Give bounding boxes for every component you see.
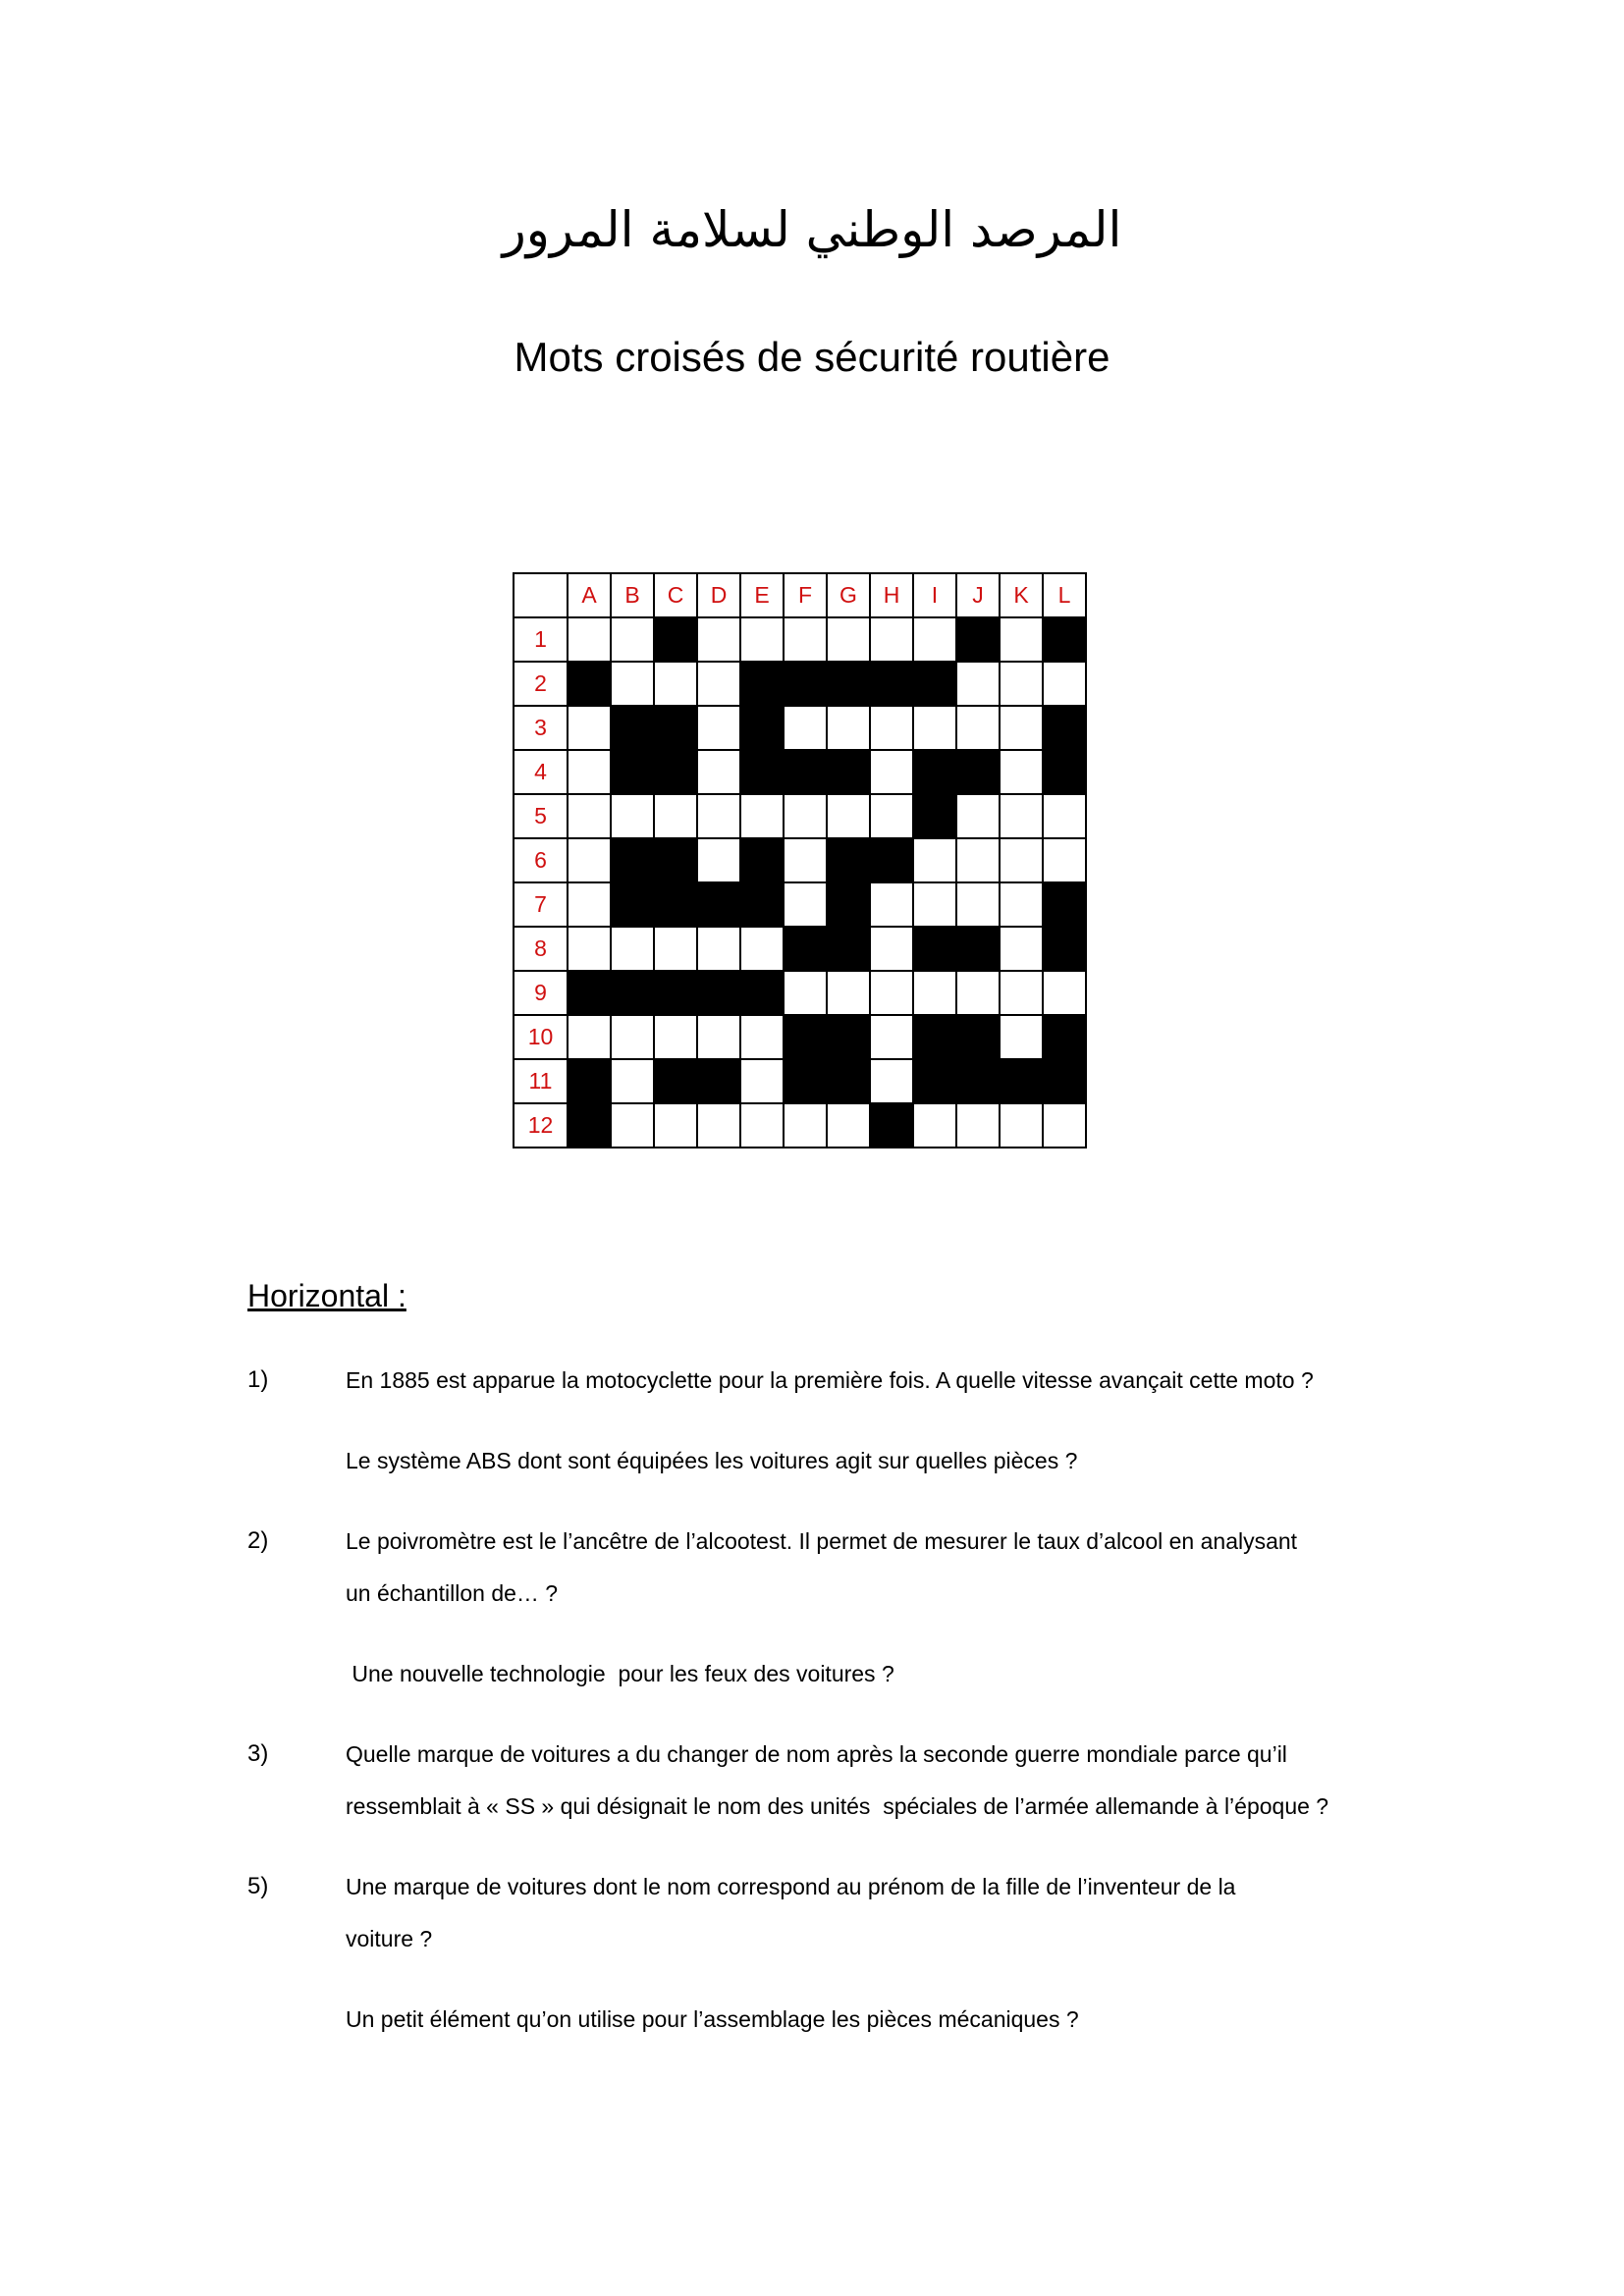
grid-corner-cell bbox=[514, 573, 568, 617]
clue-text: voiture ? bbox=[346, 1926, 433, 1951]
organization-name-arabic: المرصد الوطني لسلامة المرور bbox=[502, 201, 1122, 258]
black-cell bbox=[913, 927, 956, 971]
answer-cell[interactable] bbox=[568, 617, 611, 662]
row-label: 5 bbox=[514, 794, 568, 838]
grid-row bbox=[514, 927, 1086, 971]
answer-cell[interactable] bbox=[870, 971, 913, 1015]
answer-cell[interactable] bbox=[913, 838, 956, 882]
answer-cell[interactable] bbox=[697, 662, 740, 706]
answer-cell[interactable] bbox=[611, 927, 654, 971]
black-cell bbox=[956, 750, 1000, 794]
black-cell bbox=[654, 706, 697, 750]
answer-cell[interactable] bbox=[1000, 617, 1043, 662]
clue-number: 3) bbox=[247, 1740, 269, 1767]
black-cell bbox=[1043, 1059, 1086, 1103]
answer-cell[interactable] bbox=[697, 838, 740, 882]
answer-cell[interactable] bbox=[697, 750, 740, 794]
column-label: C bbox=[654, 573, 697, 617]
grid-row bbox=[514, 617, 1086, 662]
black-cell bbox=[1043, 750, 1086, 794]
answer-cell[interactable] bbox=[697, 706, 740, 750]
answer-cell[interactable] bbox=[913, 617, 956, 662]
black-cell bbox=[784, 662, 827, 706]
black-cell bbox=[740, 838, 784, 882]
answer-cell[interactable] bbox=[827, 971, 870, 1015]
row-label: 10 bbox=[514, 1015, 568, 1059]
black-cell bbox=[1043, 882, 1086, 927]
black-cell bbox=[654, 750, 697, 794]
black-cell bbox=[784, 1015, 827, 1059]
black-cell bbox=[827, 838, 870, 882]
answer-cell[interactable] bbox=[654, 1015, 697, 1059]
answer-cell[interactable] bbox=[654, 662, 697, 706]
answer-cell[interactable] bbox=[654, 927, 697, 971]
black-cell bbox=[697, 882, 740, 927]
answer-cell[interactable] bbox=[611, 1103, 654, 1148]
black-cell bbox=[784, 1059, 827, 1103]
black-cell bbox=[827, 1015, 870, 1059]
horizontal-heading: Horizontal : bbox=[247, 1278, 406, 1313]
answer-cell[interactable] bbox=[870, 1015, 913, 1059]
clue bbox=[247, 1516, 1426, 1620]
horizontal-clues bbox=[247, 1355, 1426, 2046]
row-label: 8 bbox=[514, 927, 568, 971]
column-label: L bbox=[1043, 573, 1086, 617]
black-cell bbox=[740, 706, 784, 750]
grid-row bbox=[514, 971, 1086, 1015]
answer-cell[interactable] bbox=[740, 927, 784, 971]
grid-row bbox=[514, 1059, 1086, 1103]
answer-cell[interactable] bbox=[740, 617, 784, 662]
answer-cell[interactable] bbox=[611, 794, 654, 838]
answer-cell[interactable] bbox=[611, 1015, 654, 1059]
answer-cell[interactable] bbox=[913, 706, 956, 750]
row-label: 2 bbox=[514, 662, 568, 706]
answer-cell[interactable] bbox=[697, 927, 740, 971]
answer-cell[interactable] bbox=[827, 706, 870, 750]
black-cell bbox=[697, 1059, 740, 1103]
black-cell bbox=[827, 1059, 870, 1103]
column-label: F bbox=[784, 573, 827, 617]
black-cell bbox=[611, 750, 654, 794]
clue-number: 1) bbox=[247, 1366, 269, 1393]
black-cell bbox=[740, 882, 784, 927]
row-label: 9 bbox=[514, 971, 568, 1015]
answer-cell[interactable] bbox=[1000, 838, 1043, 882]
column-label: E bbox=[740, 573, 784, 617]
answer-cell[interactable] bbox=[956, 794, 1000, 838]
black-cell bbox=[1043, 1015, 1086, 1059]
answer-cell[interactable] bbox=[913, 882, 956, 927]
column-label: A bbox=[568, 573, 611, 617]
black-cell bbox=[913, 794, 956, 838]
clue-text: Quelle marque de voitures a du changer de nom après la seconde guerre mondiale parce qu’il bbox=[346, 1741, 1287, 1767]
answer-cell[interactable] bbox=[827, 1103, 870, 1148]
grid-row bbox=[514, 838, 1086, 882]
clue-text: ressemblait à « SS » qui désignait le nom des unités spéciales de l’armée allemande à l’époque ? bbox=[346, 1793, 1329, 1819]
black-cell bbox=[611, 838, 654, 882]
answer-cell[interactable] bbox=[568, 882, 611, 927]
answer-cell[interactable] bbox=[784, 882, 827, 927]
answer-cell[interactable] bbox=[1043, 794, 1086, 838]
answer-cell[interactable] bbox=[784, 794, 827, 838]
black-cell bbox=[697, 971, 740, 1015]
answer-cell[interactable] bbox=[784, 617, 827, 662]
black-cell bbox=[568, 662, 611, 706]
clue bbox=[247, 1994, 1426, 2046]
black-cell bbox=[611, 882, 654, 927]
black-cell bbox=[654, 971, 697, 1015]
answer-cell[interactable] bbox=[870, 750, 913, 794]
clue-number: 2) bbox=[247, 1527, 269, 1554]
answer-cell[interactable] bbox=[956, 971, 1000, 1015]
row-label: 6 bbox=[514, 838, 568, 882]
answer-cell[interactable] bbox=[870, 882, 913, 927]
answer-cell[interactable] bbox=[568, 794, 611, 838]
answer-cell[interactable] bbox=[568, 706, 611, 750]
answer-cell[interactable] bbox=[1043, 1103, 1086, 1148]
black-cell bbox=[654, 1059, 697, 1103]
black-cell bbox=[870, 1103, 913, 1148]
black-cell bbox=[740, 971, 784, 1015]
answer-cell[interactable] bbox=[654, 1103, 697, 1148]
answer-cell[interactable] bbox=[568, 1015, 611, 1059]
answer-cell[interactable] bbox=[740, 1103, 784, 1148]
answer-cell[interactable] bbox=[870, 706, 913, 750]
row-label: 4 bbox=[514, 750, 568, 794]
grid-row bbox=[514, 750, 1086, 794]
answer-cell[interactable] bbox=[1000, 706, 1043, 750]
clue bbox=[247, 1861, 1426, 1965]
row-label: 3 bbox=[514, 706, 568, 750]
row-label: 11 bbox=[514, 1059, 568, 1103]
row-label: 1 bbox=[514, 617, 568, 662]
clue-text: Une nouvelle technologie pour les feux des voitures ? bbox=[346, 1661, 894, 1686]
answer-cell[interactable] bbox=[827, 794, 870, 838]
answer-cell[interactable] bbox=[697, 617, 740, 662]
answer-cell[interactable] bbox=[1000, 1103, 1043, 1148]
black-cell bbox=[784, 750, 827, 794]
answer-cell[interactable] bbox=[827, 617, 870, 662]
grid-header-row bbox=[514, 573, 1086, 617]
black-cell bbox=[740, 662, 784, 706]
grid-row bbox=[514, 794, 1086, 838]
black-cell bbox=[956, 1059, 1000, 1103]
answer-cell[interactable] bbox=[568, 750, 611, 794]
black-cell bbox=[913, 1059, 956, 1103]
black-cell bbox=[827, 927, 870, 971]
black-cell bbox=[827, 662, 870, 706]
clue bbox=[247, 1435, 1426, 1487]
clue bbox=[247, 1729, 1426, 1833]
column-label: G bbox=[827, 573, 870, 617]
answer-cell[interactable] bbox=[568, 927, 611, 971]
black-cell bbox=[956, 1015, 1000, 1059]
grid-row bbox=[514, 1103, 1086, 1148]
answer-cell[interactable] bbox=[784, 706, 827, 750]
black-cell bbox=[568, 1059, 611, 1103]
clue-text: Le poivromètre est le l’ancêtre de l’alcootest. Il permet de mesurer le taux d’alcool en analysant bbox=[346, 1528, 1298, 1554]
black-cell bbox=[611, 971, 654, 1015]
clue-text: un échantillon de… ? bbox=[346, 1580, 559, 1606]
black-cell bbox=[913, 1015, 956, 1059]
black-cell bbox=[568, 1103, 611, 1148]
black-cell bbox=[870, 838, 913, 882]
answer-cell[interactable] bbox=[1000, 971, 1043, 1015]
answer-cell[interactable] bbox=[697, 1015, 740, 1059]
black-cell bbox=[654, 882, 697, 927]
column-label: B bbox=[611, 573, 654, 617]
answer-cell[interactable] bbox=[1000, 927, 1043, 971]
answer-cell[interactable] bbox=[611, 662, 654, 706]
answer-cell[interactable] bbox=[654, 794, 697, 838]
answer-cell[interactable] bbox=[740, 1015, 784, 1059]
black-cell bbox=[913, 662, 956, 706]
answer-cell[interactable] bbox=[1043, 662, 1086, 706]
column-label: D bbox=[697, 573, 740, 617]
black-cell bbox=[1043, 617, 1086, 662]
row-label: 7 bbox=[514, 882, 568, 927]
black-cell bbox=[827, 750, 870, 794]
black-cell bbox=[913, 750, 956, 794]
black-cell bbox=[827, 882, 870, 927]
crossword-grid bbox=[513, 572, 1087, 1148]
answer-cell[interactable] bbox=[784, 838, 827, 882]
black-cell bbox=[654, 617, 697, 662]
answer-cell[interactable] bbox=[1000, 794, 1043, 838]
black-cell bbox=[1000, 1059, 1043, 1103]
black-cell bbox=[740, 750, 784, 794]
clue bbox=[247, 1648, 1426, 1700]
grid-row bbox=[514, 706, 1086, 750]
black-cell bbox=[956, 927, 1000, 971]
answer-cell[interactable] bbox=[784, 971, 827, 1015]
answer-cell[interactable] bbox=[697, 1103, 740, 1148]
answer-cell[interactable] bbox=[956, 662, 1000, 706]
answer-cell[interactable] bbox=[784, 1103, 827, 1148]
answer-cell[interactable] bbox=[568, 838, 611, 882]
column-label: K bbox=[1000, 573, 1043, 617]
answer-cell[interactable] bbox=[870, 794, 913, 838]
answer-cell[interactable] bbox=[1043, 971, 1086, 1015]
answer-cell[interactable] bbox=[956, 1103, 1000, 1148]
answer-cell[interactable] bbox=[956, 706, 1000, 750]
clue bbox=[247, 1355, 1426, 1407]
column-label: I bbox=[913, 573, 956, 617]
answer-cell[interactable] bbox=[956, 882, 1000, 927]
answer-cell[interactable] bbox=[870, 617, 913, 662]
clue-text: Le système ABS dont sont équipées les voitures agit sur quelles pièces ? bbox=[346, 1448, 1078, 1473]
page-title: Mots croisés de sécurité routière bbox=[514, 334, 1110, 380]
black-cell bbox=[784, 927, 827, 971]
black-cell bbox=[568, 971, 611, 1015]
clue-text: Une marque de voitures dont le nom correspond au prénom de la fille de l’inventeur de la bbox=[346, 1874, 1236, 1899]
answer-cell[interactable] bbox=[1000, 882, 1043, 927]
black-cell bbox=[611, 706, 654, 750]
answer-cell[interactable] bbox=[1000, 1015, 1043, 1059]
column-label: J bbox=[956, 573, 1000, 617]
grid-row bbox=[514, 882, 1086, 927]
black-cell bbox=[1043, 927, 1086, 971]
answer-cell[interactable] bbox=[1043, 838, 1086, 882]
answer-cell[interactable] bbox=[870, 1059, 913, 1103]
answer-cell[interactable] bbox=[740, 1059, 784, 1103]
grid-row bbox=[514, 1015, 1086, 1059]
answer-cell[interactable] bbox=[611, 1059, 654, 1103]
answer-cell[interactable] bbox=[913, 971, 956, 1015]
answer-cell[interactable] bbox=[1000, 750, 1043, 794]
clue-text: En 1885 est apparue la motocyclette pour la première fois. A quelle vitesse avançait cette moto ? bbox=[346, 1367, 1314, 1393]
clue-number: 5) bbox=[247, 1873, 269, 1899]
clue-text: Un petit élément qu’on utilise pour l’assemblage les pièces mécaniques ? bbox=[346, 2006, 1079, 2032]
column-label: H bbox=[870, 573, 913, 617]
answer-cell[interactable] bbox=[913, 1103, 956, 1148]
black-cell bbox=[956, 617, 1000, 662]
answer-cell[interactable] bbox=[740, 794, 784, 838]
black-cell bbox=[870, 662, 913, 706]
black-cell bbox=[654, 838, 697, 882]
answer-cell[interactable] bbox=[697, 794, 740, 838]
answer-cell[interactable] bbox=[870, 927, 913, 971]
row-label: 12 bbox=[514, 1103, 568, 1148]
answer-cell[interactable] bbox=[1000, 662, 1043, 706]
answer-cell[interactable] bbox=[611, 617, 654, 662]
black-cell bbox=[1043, 706, 1086, 750]
grid-row bbox=[514, 662, 1086, 706]
answer-cell[interactable] bbox=[956, 838, 1000, 882]
